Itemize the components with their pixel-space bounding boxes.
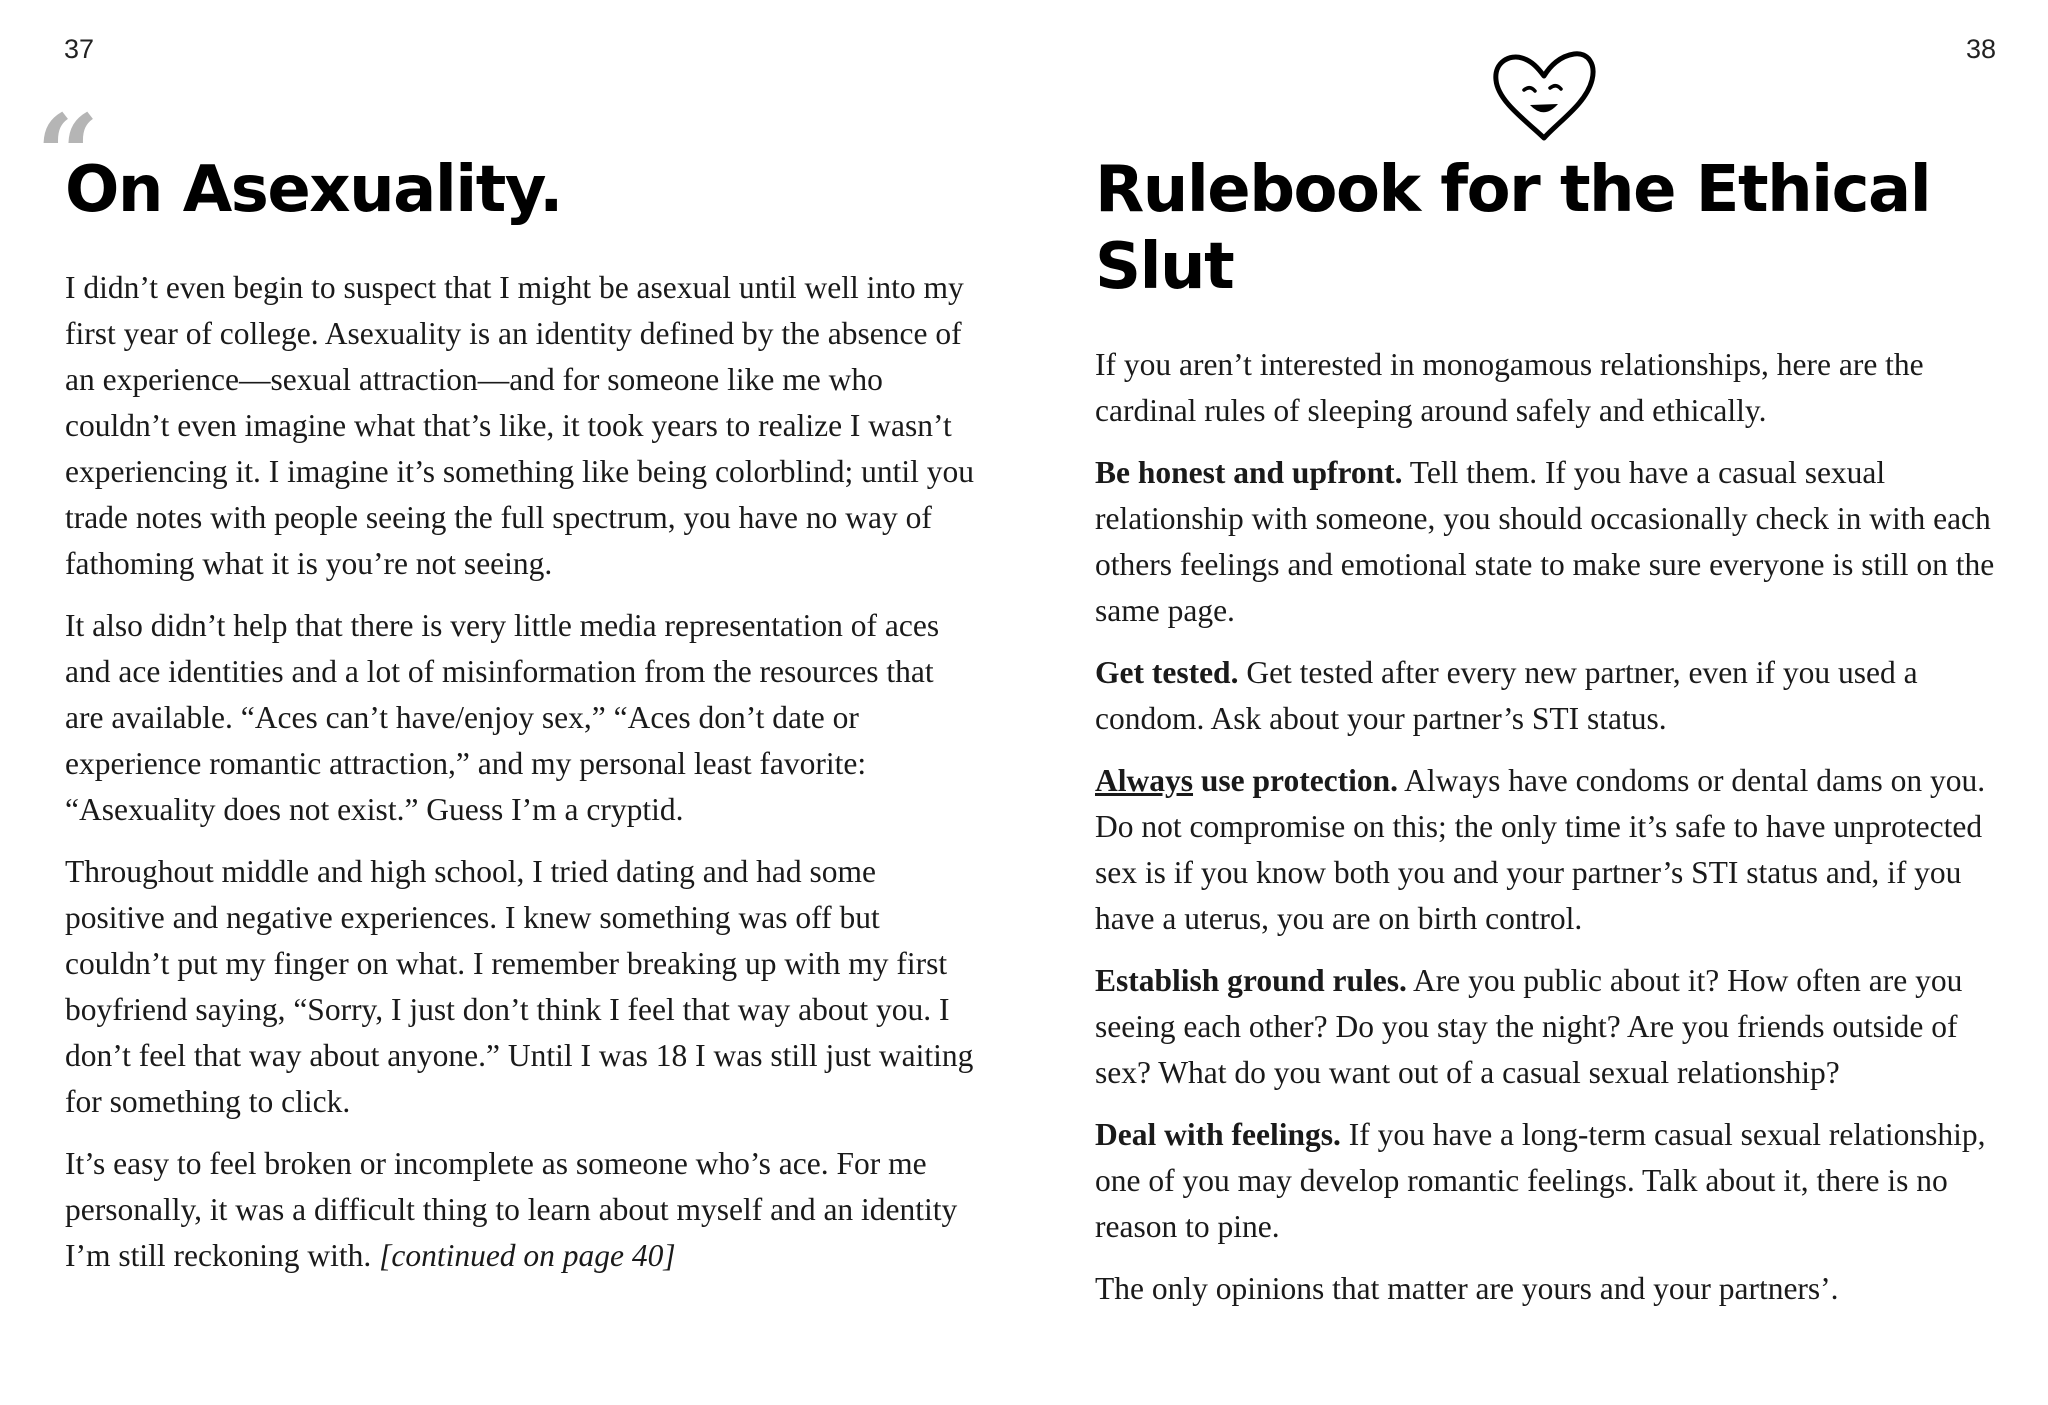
page-title-left: On Asexuality. (65, 153, 562, 227)
page-title-right: Rulebook for the Ethical Slut (1095, 153, 1931, 304)
rule-lead: Be honest and upfront. (1095, 454, 1403, 490)
continued-note: [continued on page 40] (379, 1237, 676, 1273)
smiling-heart-icon (1488, 50, 1600, 146)
closing-paragraph: The only opinions that matter are yours and your partners’. (1095, 1270, 1839, 1306)
rule-tested (1095, 650, 2000, 742)
intro-paragraph: If you aren’t interested in monogamous relationships, here are the cardinal rules of sleeping around safely and ethically. (1095, 346, 1924, 428)
rule-text: Tell them. If you have a casual sexual relationship with someone, you should occasionally check in with each others feelings and emotional state to make sure everyone is still on the same page. (1095, 454, 1995, 628)
left-page (65, 152, 975, 1295)
rule-lead: Establish ground rules. (1095, 962, 1407, 998)
left-paragraph-1: I didn’t even begin to suspect that I might be asexual until well into my first year of college. Asexuality is an identity defined by the absence of an experience—sexual attraction—and for someone like me who couldn’t even imagine what that’s like, it took years to realize I wasn’t experiencing it. I imagine it’s something like being colorblind; until you trade notes with people seeing the full spectrum, you have no way of fathoming what it is you’re not seeing. (65, 269, 974, 581)
rule-ground-rules (1095, 958, 2000, 1096)
rule-lead: Get tested. (1095, 654, 1239, 690)
rule-text: Are you public about it? How often are you seeing each other? Do you stay the night? Are you friends outside of sex? What do you want out of a casual sexual relationship? (1095, 962, 1963, 1090)
page-number-right: 38 (1965, 34, 1996, 64)
left-paragraph-3: Throughout middle and high school, I tried dating and had some positive and negative experiences. I knew something was off but couldn’t put my finger on what. I remember breaking up with my first boyfriend saying, “Sorry, I just don’t think I feel that way about you. I don’t feel that way about anyone.” Until I was 18 I was still just waiting for something to click. (65, 853, 974, 1119)
rule-text: Always have condoms or dental dams on you. Do not compromise on this; the only time it’s safe to have unprotected sex is if you know both you and your partner’s STI status and, if you have a uterus, you are on birth control. (1095, 762, 1986, 936)
left-paragraph-2: It also didn’t help that there is very little media representation of aces and ace identities and a lot of misinformation from the resources that are available. “Aces can’t have/enjoy sex,” “Aces don’t date or experience romantic attraction,” and my personal least favorite: “Asexuality does not exist.” Guess I’m a cryptid. (65, 607, 940, 827)
quote-mark-icon: “ (36, 90, 100, 219)
right-page (1095, 152, 2000, 1328)
page-number-left: 37 (64, 34, 95, 64)
rule-protection (1095, 758, 2000, 942)
rule-lead: Deal with feelings. (1095, 1116, 1341, 1152)
rule-lead-group (1095, 763, 1398, 798)
rule-honest (1095, 450, 2000, 634)
rule-text: Get tested after every new partner, even if you used a condom. Ask about your partner’s STI status. (1095, 654, 1918, 736)
left-paragraph-4 (65, 1141, 975, 1279)
rule-text: If you have a long-term casual sexual relationship, one of you may develop romantic feelings. Talk about it, there is no reason to pine. (1095, 1116, 1986, 1244)
rule-lead: use protection. (1193, 762, 1399, 798)
rule-lead-underlined: Always (1095, 762, 1194, 798)
left-paragraph-4-text: It’s easy to feel broken or incomplete as someone who’s ace. For me personally, it was a difficult thing to learn about myself and an identity I’m still reckoning with. (65, 1145, 958, 1273)
rule-feelings (1095, 1112, 2000, 1250)
